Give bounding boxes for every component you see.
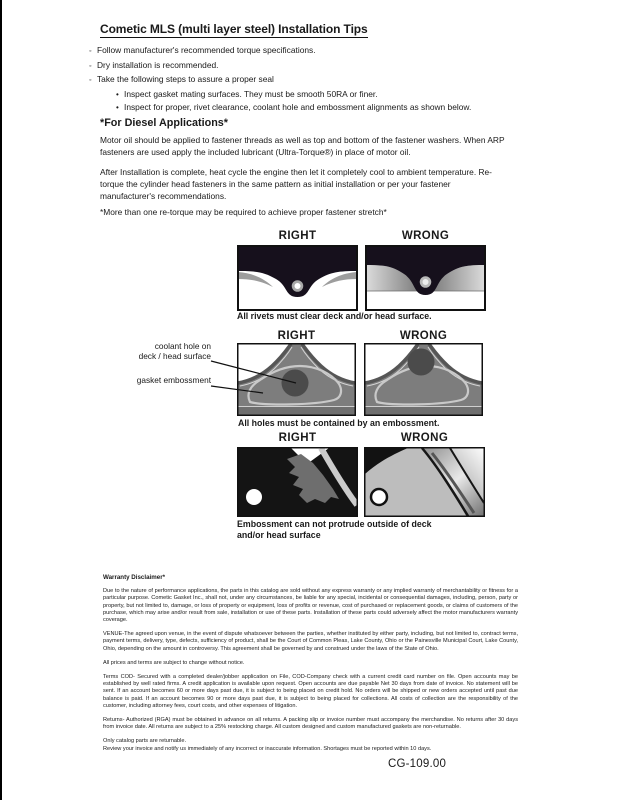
warranty-heading: Warranty Disclaimer* bbox=[103, 574, 166, 581]
warranty-paragraph: Due to the nature of performance applications, the parts in this catalog are sold without any express warranty or any implied warranty of merchantability or fitness for a particular purpose. Cometic Gasket Inc., shall not, under any circumstances, be liable for any special, incidental or consequential damages, including, person, party or property, but not limited to, damage, or loss of property or equipment, loss of profits or revenue, cost of purchased or replacement goods, or claims of customers of the purchase, which may arise and/or result from sale, installation or use of these parts. Installation of these parts could adversely affect the motor manufacturers warranty coverage. bbox=[103, 588, 518, 624]
row3-caption-line1: Embossment can not protrude outside of deck bbox=[237, 519, 432, 529]
row3-caption-line2: and/or head surface bbox=[237, 530, 321, 540]
list-item: ◦ Dry installation is recommended. bbox=[89, 59, 471, 74]
row3-right-label: RIGHT bbox=[278, 432, 317, 444]
embossment-wrong-diagram bbox=[364, 343, 483, 416]
annotation-leader-lines bbox=[205, 340, 315, 402]
coolant-hole-icon bbox=[408, 349, 435, 376]
row3-wrong-label: WRONG bbox=[400, 432, 449, 444]
circle-bullet-icon: ◦ bbox=[89, 77, 92, 84]
dot-bullet-icon: • bbox=[116, 89, 119, 99]
coolant-hole-annotation: coolant hole on deck / head surface bbox=[138, 341, 211, 361]
page-title: Cometic MLS (multi layer steel) Installation Tips bbox=[100, 22, 368, 36]
prices-paragraph: All prices and terms are subject to change without notice. bbox=[103, 659, 245, 666]
sub-list-item: • Inspect for proper, rivet clearance, coolant hole and embossment alignments as shown below. bbox=[116, 101, 471, 115]
list-item: ◦ Follow manufacturer's recommended torque specifications. bbox=[89, 44, 471, 59]
rivet-clearance-wrong-diagram bbox=[365, 245, 486, 311]
circle-bullet-icon: ◦ bbox=[89, 48, 92, 55]
bolt-hole-icon bbox=[371, 489, 387, 505]
page-code: CG-109.00 bbox=[388, 758, 447, 770]
installation-tips-list bbox=[89, 44, 471, 115]
protrusion-wrong-diagram bbox=[364, 447, 485, 517]
invoice-review-note: Review your invoice and notify us immediately of any incorrect or inaccurate information. Shortages must be reported within 10 days. bbox=[103, 745, 432, 752]
catalog-parts-note: Only catalog parts are returnable. bbox=[103, 738, 187, 745]
retorque-note: *More than one re-torque may be required to achieve proper fastener stretch* bbox=[100, 207, 387, 217]
venue-paragraph: VENUE-The agreed upon venue, in the event of dispute whatsoever between the parties, whether instituted by either party, including, but not limited to, contract terms, payment terms, delivery, type, defects, sufficiency of product, shall be the Court of Common Pleas, Lake County, Ohio or the Painesville Municipal Court, Lake County, Ohio, depending on the amount in controversy. This agreement shall be governed by and construed under the laws of the State of Ohio. bbox=[103, 631, 518, 652]
gasket-embossment-annotation: gasket embossment bbox=[136, 375, 211, 385]
list-item: ◦ Take the following steps to assure a proper seal bbox=[89, 73, 471, 88]
circle-bullet-icon: ◦ bbox=[89, 62, 92, 70]
dot-bullet-icon: • bbox=[116, 103, 119, 112]
returns-paragraph: Returns- Authorized (RGA) must be obtained in advance on all returns. A packing slip or invoice number must accompany the merchandise. No returns after 30 days from invoice date. All returns are subject to a 25% restocking charge. All custom designed and custom manufactured gaskets are non-returnable. bbox=[103, 717, 518, 731]
diesel-applications-heading: *For Diesel Applications* bbox=[100, 117, 228, 129]
row2-wrong-label: WRONG bbox=[399, 330, 448, 342]
row1-right-label: RIGHT bbox=[278, 230, 317, 242]
diesel-paragraph-2: After Installation is complete, heat cycle the engine then let it completely cool to ambient temperature. Re-torque the cylinder head fasteners in the same pattern as initial installation or per your fastener manufacturer's recommendations. bbox=[100, 167, 492, 201]
bolt-hole-icon bbox=[246, 489, 262, 505]
terms-paragraph: Terms COD- Secured with a completed dealer/jobber application on File, COD-Company check with a current credit card number on file. Open accounts may be established by well rated firms. A credit application is available upon request. Open accounts are due payable Net 30 days from date of invoice. No statement will be sent. If an account becomes 60 or more days past due, it is subject to being placed on credit hold. No orders will be shipped or new orders accepted until past due balance is paid. If an account becomes 90 or more days past due, it is subject to being placed for collections. All costs of collection are the responsibility of the customer, including attorney fees, court costs, and other expenses of litigation. bbox=[103, 674, 518, 709]
protrusion-right-diagram bbox=[237, 447, 358, 517]
row1-caption: All rivets must clear deck and/or head surface. bbox=[237, 311, 432, 321]
row2-caption: All holes must be contained by an embossment. bbox=[238, 418, 440, 428]
warranty-disclaimer bbox=[103, 574, 518, 760]
rivet-clearance-right-diagram bbox=[237, 245, 358, 311]
diesel-paragraph-1: Motor oil should be applied to fastener threads as well as top and bottom of the fastener washers. When ARP fasteners are used apply the included lubricant (Ultra-Torque®) in place of motor oil. bbox=[100, 135, 505, 157]
row1-wrong-label: WRONG bbox=[401, 230, 450, 242]
page-left-rule bbox=[0, 0, 2, 800]
row2-right-label: RIGHT bbox=[277, 330, 316, 342]
sub-list-item: • Inspect gasket mating surfaces. They must be smooth 50RA or finer. bbox=[116, 88, 471, 102]
